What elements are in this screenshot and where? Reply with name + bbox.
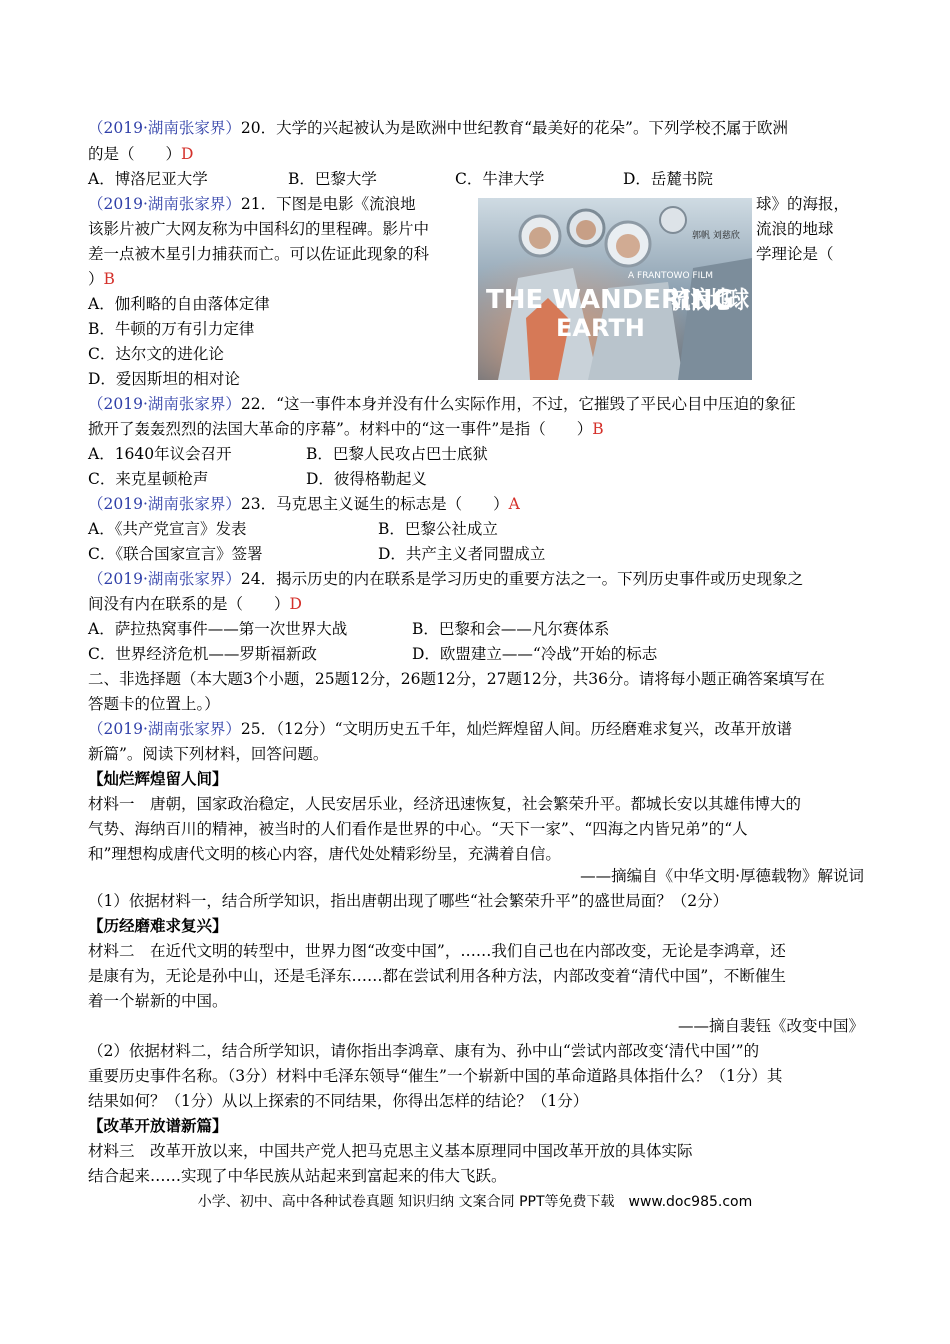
q25-material2-line3: 着一个崭新的中国。 — [88, 992, 228, 1010]
q23-answer: A — [508, 495, 520, 513]
q21-source: （2019·湖南张家界） — [88, 195, 241, 213]
q21-stem-line4: ）B — [88, 270, 115, 288]
q21-option-b: B．牛顿的万有引力定律 — [88, 320, 255, 338]
q20-option-c: C．牛津大学 — [455, 170, 545, 188]
q21-stem-line1: （2019·湖南张家界）21．下图是电影《流浪地 — [88, 195, 416, 213]
q25-material1-line1: 材料一 唐朝，国家政治稳定，人民安居乐业，经济迅速恢复，社会繁荣升平。都城长安以其雄伟博大的 — [88, 795, 802, 813]
q25-question-1: （1）依据材料一，结合所学知识，指出唐朝出现了哪些“社会繁荣升平”的盛世局面？（2分） — [88, 892, 729, 910]
q20-option-d: D．岳麓书院 — [623, 170, 713, 188]
q21-stem-line3-right: 学理论是（ — [756, 245, 834, 263]
q21-option-c: C．达尔文的进化论 — [88, 345, 224, 363]
q24-option-c: C．世界经济危机——罗斯福新政 — [88, 645, 317, 663]
q21-option-a: A．伽利略的自由落体定律 — [88, 295, 270, 313]
q21-option-d: D．爱因斯坦的相对论 — [88, 370, 240, 388]
q24-option-a: A．萨拉热窝事件——第一次世界大战 — [88, 620, 348, 638]
section2-heading-line2: 答题卡的位置上。） — [88, 695, 220, 713]
q21-stem-line2-right: 流浪的地球 — [756, 220, 834, 238]
q25-material2-line1: 材料二 在近代文明的转型中，世界力图“改变中国”，……我们自己也在内部改变，无论是李鸿章，还 — [88, 942, 786, 960]
q20-option-a: A．博洛尼亚大学 — [88, 170, 208, 188]
q20-stem-line2: 的是（ ）D — [88, 145, 194, 163]
q25-material1-source: ——摘编自《中华文明·厚德载物》解说词 — [580, 867, 864, 885]
poster-artwork — [478, 198, 752, 380]
q25-heading-3: 【改革开放谱新篇】 — [88, 1116, 228, 1135]
q22-option-a: A．1640年议会召开 — [88, 445, 232, 463]
q24-option-d: D．欧盟建立——“冷战”开始的标志 — [412, 645, 658, 663]
q22-stem-line1: （2019·湖南张家界）22．“这一事件本身并没有什么实际作用，不过，它摧毁了平民心目中压迫的象征 — [88, 395, 796, 413]
q23-source: （2019·湖南张家界） — [88, 495, 241, 513]
q22-option-b: B．巴黎人民攻占巴士底狱 — [306, 445, 488, 463]
q20-stem-line1: （2019·湖南张家界）20．大学的兴起被认为是欧洲中世纪教育“最美好的花朵”。下列学校不属于 •••欧洲 — [88, 117, 788, 139]
q23-option-d: D．共产主义者同盟成立 — [378, 545, 546, 563]
q25-material3-line1: 材料三 改革开放以来，中国共产党人把马克思主义基本原理同中国改革开放的具体实际 — [88, 1142, 693, 1160]
q24-stem-line2: 间没有内在联系的是（ ）D — [88, 595, 302, 613]
q25-stem-line1: （2019·湖南张家界）25．（12分）“文明历史五千年，灿烂辉煌留人间。历经磨难求复兴，改革开放谱 — [88, 720, 792, 738]
q20-answer: D — [181, 145, 194, 163]
q23-option-b: B．巴黎公社成立 — [378, 520, 498, 538]
q21-stem-line3: 差一点被木星引力捕获而亡。可以佐证此现象的科 — [88, 245, 430, 263]
q25-material2-line2: 是康有为，无论是孙中山，还是毛泽东……都在尝试利用各种方法，内部改变着“清代中国”，不断催生 — [88, 967, 786, 985]
q21-stem-line2: 该影片被广大网友称为中国科幻的里程碑。影片中 — [88, 220, 430, 238]
emphasis-marks: 不属于 ••• — [710, 119, 757, 137]
poster-names: 郭帆 刘慈欣 — [692, 231, 740, 241]
poster-title-en-1: THE WANDERING — [486, 285, 734, 315]
q25-heading-1: 【灿烂辉煌留人间】 — [88, 769, 228, 788]
q22-option-c: C．来克星顿枪声 — [88, 470, 209, 488]
q25-material1-line3: 和”理想构成唐代文明的核心内容，唐代处处精彩纷呈，充满着自信。 — [88, 845, 561, 863]
q20-option-b: B．巴黎大学 — [288, 170, 377, 188]
q25-stem-line2: 新篇”。阅读下列材料，回答问题。 — [88, 745, 329, 763]
poster-studio: A FRANTOWO FILM — [628, 271, 714, 281]
poster-title-zh: 流浪地球 — [671, 285, 749, 314]
q25-material1-line2: 气势、海纳百川的精神，被当时的人们看作是世界的中心。“天下一家”、“四海之内皆兄弟”的“人 — [88, 820, 748, 838]
q24-stem-line1: （2019·湖南张家界）24．揭示历史的内在联系是学习历史的重要方法之一。下列历史事件或历史现象之 — [88, 570, 804, 588]
q25-material3-line2: 结合起来……实现了中华民族从站起来到富起来的伟大飞跃。 — [88, 1167, 507, 1185]
q25-question-2-line1: （2）依据材料二，结合所学知识，请你指出李鸿章、康有为、孙中山“尝试内部改变‘清代中国’”的 — [88, 1042, 760, 1060]
q20-source: （2019·湖南张家界） — [88, 119, 241, 137]
q22-stem-line2: 掀开了轰轰烈烈的法国大革命的序幕”。材料中的“这一事件”是指（ ）B — [88, 420, 604, 438]
q24-option-b: B．巴黎和会——凡尔赛体系 — [412, 620, 610, 638]
q24-source: （2019·湖南张家界） — [88, 570, 241, 588]
q23-option-a: A．《共产党宣言》发表 — [88, 520, 247, 538]
q25-material2-source: ——摘自裴钰《改变中国》 — [677, 1017, 864, 1035]
q21-stem-line1-right: 球》的海报， — [756, 195, 850, 213]
poster-title-en-2: EARTH — [556, 314, 645, 342]
q25-question-2-line2: 重要历史事件名称。（3分）材料中毛泽东领导“催生”一个崭新中国的革命道路具体指什么？（1分）其 — [88, 1067, 783, 1085]
q24-answer: D — [289, 595, 302, 613]
q25-heading-2: 【历经磨难求复兴】 — [88, 916, 228, 935]
q22-option-d: D．彼得格勒起义 — [306, 470, 427, 488]
q23-option-c: C．《联合国家宣言》签署 — [88, 545, 263, 563]
q22-source: （2019·湖南张家界） — [88, 395, 241, 413]
q22-answer: B — [592, 420, 604, 438]
page-footer: 小学、初中、高中各种试卷真题 知识归纳 文案合同 PPT等免费下载 www.doc985.com — [197, 1194, 753, 1210]
q21-answer: B — [103, 270, 115, 288]
q23-stem: （2019·湖南张家界）23．马克思主义诞生的标志是（ ）A — [88, 495, 520, 513]
q25-source: （2019·湖南张家界） — [88, 720, 241, 738]
movie-poster-image — [478, 198, 752, 380]
q25-question-2-line3: 结果如何？（1分）从以上探索的不同结果，你得出怎样的结论？（1分） — [88, 1092, 589, 1110]
section2-heading-line1: 二、非选择题（本大题3个小题，25题12分，26题12分，27题12分，共36分。请将每小题正确答案填写在 — [88, 670, 825, 688]
